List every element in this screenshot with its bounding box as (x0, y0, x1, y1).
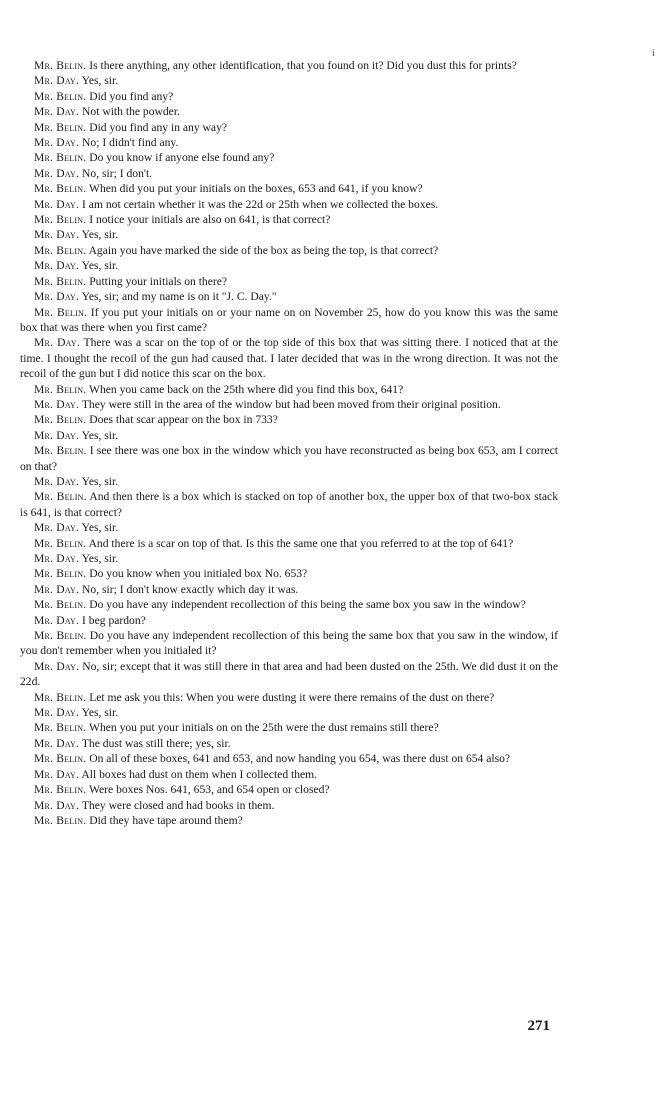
speaker-name: Mr. Belin. (34, 444, 87, 458)
speaker-name: Mr. Belin. (34, 274, 87, 288)
speaker-name: Mr. Day. (34, 228, 80, 242)
page-number: 271 (527, 1018, 550, 1034)
speaker-name: Mr. Belin. (34, 598, 87, 612)
speech-text: And then there is a box which is stacked on top of another box, the upper box of that two-box stack is 641, is that correct? (20, 490, 558, 519)
speech-text: All boxes had dust on them when I collected them. (81, 767, 318, 781)
speaker-name: Mr. Belin. (34, 536, 87, 550)
speech-text: Putting your initials on there? (89, 274, 228, 288)
testimony-paragraph (20, 443, 558, 474)
speaker-name: Mr. Day. (34, 428, 80, 442)
testimony-paragraph (20, 705, 558, 720)
speech-text: Do you have any independent recollection of this being the same box you saw in the window? (89, 598, 526, 612)
speaker-name: Mr. Day. (34, 166, 80, 180)
testimony-paragraph (20, 428, 558, 443)
testimony-paragraph (20, 582, 558, 597)
speaker-name: Mr. Belin. (34, 89, 87, 103)
speaker-name: Mr. Day. (34, 613, 80, 627)
testimony-paragraph (20, 551, 558, 566)
testimony-paragraph (20, 782, 558, 797)
speech-text: Did you find any in any way? (89, 120, 228, 134)
testimony-paragraph (20, 736, 558, 751)
speaker-name: Mr. Belin. (34, 567, 87, 581)
speech-text: Did they have tape around them? (89, 813, 243, 827)
speaker-name: Mr. Day. (34, 105, 80, 119)
speaker-name: Mr. Day. (34, 290, 80, 304)
testimony-paragraph (20, 135, 558, 150)
testimony-paragraph (20, 197, 558, 212)
speech-text: Yes, sir. (81, 552, 119, 565)
speech-text: Yes, sir. (81, 428, 119, 442)
speech-text: I beg pardon? (82, 613, 146, 627)
speech-text: And there is a scar on top of that. Is this the same one that you referred to at the top of 641? (88, 536, 514, 550)
speaker-name: Mr. Belin. (34, 213, 87, 227)
speech-text: Yes, sir. (81, 474, 119, 488)
speaker-name: Mr. Belin. (34, 305, 88, 319)
speaker-name: Mr. Belin. (34, 813, 87, 827)
speaker-name: Mr. Day. (34, 582, 80, 596)
speaker-name: Mr. Day. (34, 552, 80, 565)
testimony-paragraph (20, 474, 558, 489)
testimony-paragraph (20, 751, 558, 766)
speech-text: There was a scar on the top of or the top side of this box that was sitting there. I noticed that at the time. I thought the recoil of the gun had caused that. I later decided that was in the wrong direction. It was not the recoil of the gun but I did notice this scar on the box. (20, 336, 558, 381)
speech-text: I see there was one box in the window which you have reconstructed as being box 653, am I correct on that? (20, 444, 558, 473)
testimony-paragraph (20, 813, 558, 828)
speaker-name: Mr. Belin. (34, 490, 87, 504)
testimony-paragraph (20, 335, 558, 381)
speech-text: Yes, sir; and my name is on it "J. C. Day." (81, 290, 277, 304)
testimony-paragraph (20, 767, 558, 782)
edge-mark: i (652, 48, 655, 59)
testimony-paragraph (20, 798, 558, 813)
speech-text: Let me ask you this: When you were dusting it were there remains of the dust on there? (89, 690, 495, 704)
testimony-paragraph (20, 227, 558, 242)
speech-text: Yes, sir. (81, 228, 119, 242)
speaker-name: Mr. Day. (34, 474, 80, 488)
speech-text: If you put your initials on or your name on on November 25, how do you know this was the same box that was there when you first came? (20, 305, 559, 334)
testimony-paragraph (20, 597, 558, 612)
speaker-name: Mr. Belin. (34, 690, 87, 704)
speaker-name: Mr. Day. (34, 336, 80, 350)
speech-text: Does that scar appear on the box in 733? (89, 413, 278, 427)
speaker-name: Mr. Belin. (34, 721, 87, 735)
speaker-name: Mr. Day. (34, 259, 80, 273)
speaker-name: Mr. Day. (34, 736, 80, 750)
speech-text: Yes, sir. (81, 521, 119, 535)
speech-text: They were still in the area of the window but had been moved from their original position. (81, 397, 501, 411)
speaker-name: Mr. Belin. (34, 752, 87, 766)
speech-text: Yes, sir. (81, 706, 119, 720)
testimony-paragraph (20, 305, 558, 336)
testimony-transcript (20, 58, 558, 828)
speech-text: I am not certain whether it was the 22d or 25th when we collected the boxes. (82, 197, 439, 211)
speech-text: The dust was still there; yes, sir. (81, 736, 231, 750)
speech-text: On all of these boxes, 641 and 653, and now handing you 654, was there dust on 654 also? (89, 752, 511, 766)
speech-text: Yes, sir. (81, 259, 119, 273)
speech-text: When you came back on the 25th where did you find this box, 641? (89, 382, 404, 396)
testimony-paragraph (20, 104, 558, 119)
testimony-paragraph (20, 243, 558, 258)
speaker-name: Mr. Belin. (34, 629, 87, 643)
speaker-name: Mr. Day. (34, 136, 80, 150)
speaker-name: Mr. Day. (34, 74, 80, 88)
speech-text: Do you have any independent recollection of this being the same box that you saw in the window, if you don't remember when you initialed it? (20, 629, 558, 658)
speech-text: No; I didn't find any. (82, 136, 179, 150)
testimony-paragraph (20, 150, 558, 165)
testimony-paragraph (20, 412, 558, 427)
speaker-name: Mr. Day. (34, 767, 80, 781)
speaker-name: Mr. Belin. (34, 243, 87, 257)
speaker-name: Mr. Belin. (34, 382, 87, 396)
speaker-name: Mr. Belin. (34, 59, 87, 72)
testimony-paragraph (20, 58, 558, 73)
speech-text: I notice your initials are also on 641, is that correct? (89, 213, 331, 227)
testimony-paragraph (20, 566, 558, 581)
speaker-name: Mr. Belin. (34, 151, 87, 165)
speaker-name: Mr. Day. (34, 659, 80, 673)
speech-text: Were boxes Nos. 641, 653, and 654 open or closed? (89, 783, 330, 797)
testimony-paragraph (20, 397, 558, 412)
testimony-paragraph (20, 520, 558, 535)
speaker-name: Mr. Day. (34, 798, 80, 812)
testimony-paragraph (20, 212, 558, 227)
speech-text: Not with the powder. (82, 105, 180, 119)
speech-text: When you put your initials on on the 25th were the dust remains still there? (89, 721, 439, 735)
speaker-name: Mr. Day. (34, 197, 80, 211)
testimony-paragraph (20, 89, 558, 104)
testimony-paragraph (20, 166, 558, 181)
speech-text: Again you have marked the side of the box as being the top, is that correct? (88, 243, 439, 257)
speech-text: They were closed and had books in them. (81, 798, 275, 812)
speaker-name: Mr. Day. (34, 397, 80, 411)
speaker-name: Mr. Belin. (34, 783, 87, 797)
testimony-paragraph (20, 73, 558, 88)
testimony-paragraph (20, 289, 558, 304)
testimony-paragraph (20, 536, 558, 551)
speech-text: Did you find any? (89, 89, 174, 103)
speech-text: Do you know if anyone else found any? (89, 151, 275, 165)
testimony-paragraph (20, 274, 558, 289)
speech-text: No, sir; I don't. (82, 166, 153, 180)
speech-text: No, sir; except that it was still there in that area and had been dusted on the 25th. We did dust it on the 22d. (20, 659, 558, 689)
testimony-paragraph (20, 659, 558, 690)
testimony-paragraph (20, 690, 558, 705)
speech-text: Is there anything, any other identification, that you found on it? Did you dust this for prints? (89, 59, 517, 72)
speaker-name: Mr. Belin. (34, 413, 87, 427)
testimony-paragraph (20, 382, 558, 397)
testimony-paragraph (20, 489, 558, 520)
testimony-paragraph (20, 120, 558, 135)
testimony-paragraph (20, 181, 558, 196)
testimony-paragraph (20, 720, 558, 735)
testimony-paragraph (20, 628, 558, 659)
speech-text: When did you put your initials on the boxes, 653 and 641, if you know? (89, 182, 423, 196)
testimony-paragraph (20, 613, 558, 628)
testimony-paragraph (20, 258, 558, 273)
speech-text: Yes, sir. (81, 74, 119, 88)
speaker-name: Mr. Day. (34, 706, 80, 720)
speech-text: Do you know when you initialed box No. 653? (89, 567, 308, 581)
speaker-name: Mr. Belin. (34, 120, 87, 134)
speaker-name: Mr. Belin. (34, 182, 87, 196)
speaker-name: Mr. Day. (34, 521, 80, 535)
speech-text: No, sir; I don't know exactly which day it was. (82, 582, 299, 596)
